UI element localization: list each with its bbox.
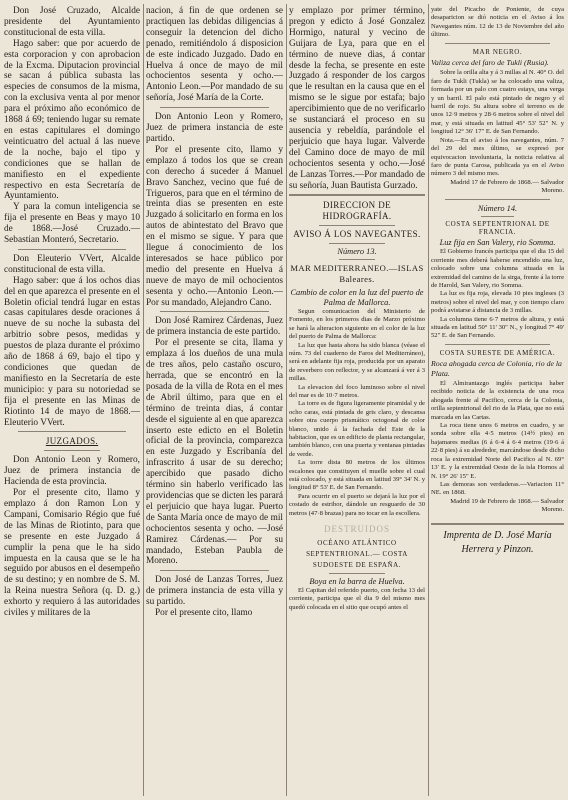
- region-heading-atlantico: OCÉANO ATLÁNTICO SEPTENTRIONAL.— COSTA SUDOESTE DE ESPAÑA.: [306, 539, 408, 569]
- aviso-number: Número 13.: [337, 247, 377, 257]
- column-4: [431, 6, 564, 796]
- aviso-text: La luz es fija roja, elevada 10 pies ingleses (3 metros) sobre el nivel del mar, y con tiempo claro podrá avistarse á distancia de 3 millas.: [431, 290, 564, 315]
- divider: [445, 43, 550, 44]
- divider: [160, 107, 269, 108]
- aviso-text: El Almirantazgo inglés participa haber recibido noticia de la existencia de una roca ahogada frente al Pacifico, cerca de la Colonia, orilla septentrional del rio de la Plata, que no está marcada en las Cartas.: [431, 380, 564, 421]
- notice-title-vvert: Don Eleuterio VVert, Alcalde constitucional de esta villa.: [4, 253, 140, 275]
- aviso-text: La luz que hasta ahora ha sido blanca (véase el núm. 73 del cuaderno de Faros del Mediterráneo), será en adelante fija roja, producida por un aparato de reverbero con reflector, y se alcanzará á ver á 3 millas.: [289, 341, 425, 383]
- divider: [339, 259, 375, 260]
- divider: [445, 199, 550, 200]
- notice-title-ramirez: Don José Ramirez Cárdenas, Juez de primera instancia de este partido.: [146, 316, 283, 338]
- notice-body-vvert: Hago saber: que á los ochos dias del en que aparezca el presente en el Boletin oficial tendrá lugar en estas casas capitulares desde oraciones á nueve de su noche la subasta del arbitrio sobre pesos, medidas y puestos de plaza durante el próximo año de 1868 á 69, bajo el tipo y condiciones que quedan de manifiesto en la Secretaría de este municipio: y para su notoriedad se fija el presente en las Minas de Riotinto 14 de mayo de 1868.—Eleuterio VVert.: [4, 275, 140, 428]
- aviso-text: La columna tiene 6·7 metros de altura, y está situada en latitud 50° 11' 30" N., y longitud 7° 49' 52" E. de San Fernando.: [431, 315, 564, 340]
- divider: [44, 450, 100, 451]
- aviso-number: Número 14.: [477, 203, 518, 213]
- divider: [18, 431, 126, 432]
- column-1: [4, 6, 140, 796]
- notice-body-lanzas-start: Por el presente cito, llamo: [155, 608, 253, 619]
- notice-title-leon: Don Antonio Leon y Romero, Juez de primera instancia de Hacienda de esta provincia.: [4, 455, 140, 488]
- divider: [289, 194, 425, 196]
- divider: [18, 249, 126, 250]
- region-heading-francia: COSTA SEPTENTRIONAL DE FRANCIA.: [445, 219, 550, 236]
- aviso-text: Para ocurrir en el puerto se dejará la luz por el costado de estribor, dándole un resguardo de 30 metros (47·8 brazas) para no tocar en la escollera.: [289, 492, 425, 517]
- divider: [431, 523, 564, 525]
- notice-body-cruzado: Hago saber: que por acuerdo de esta corporacion y con aprobacion de la Excma. Diputacion provincial se sacan á pública subasta las especies de consumos de la misma, con la exclusiva venta al por menor para el próximo año económico de 1868 á 69; teniendo lugar su remate en estas capitulares el domingo veinticuatro del actual á las nueve de la noche, bajo el tipo y condiciones que se hallan de manifiesto en el expediente respectivo en esta Secretaría de Ayuntamiento.: [4, 38, 140, 202]
- printer-imprint-line-1: Imprenta de D. José María: [443, 529, 552, 541]
- aviso-text: Nota.—En el aviso á los navegantes, núm. 7 del 29 del mes último, se expresó por equivocacion involuntaria, la noticia relativa al faro de punta Carosa, publicada ya en el Aviso número 3 del mismo mes.: [431, 136, 564, 178]
- notice-continuation: nacion, á fin de que ordenen se practiquen las debidas diligencias á conseguir la detencion del dicho penado, remitiéndolo á disposicion de este indicado Juzgado. Dado en Huelva á once de mayo de mil ochocientos sesenta y ocho.—Antonio Leon.—Por mandado de su señoría, José María de la Corte.: [146, 6, 283, 104]
- section-heading-juzgados: JUZGADOS.: [45, 436, 99, 447]
- notice-body-bravo: Por el presente cito, llamo y emplazo á todos los que se crean con derecho á suceder á Manuel Bravo Sanchez, vecino que fué de Trigueros, para que en el término de treinta dias se presenten en este Juzgado á solicitarlo en forma en los autos de abintestato del Bravo que en el mismo se sigue. Y para que llegue á conocimiento de los interesados se hace público por medio del presente en Huelva á nueve de mayo de mil ochocientos sesenta y ocho.—Antonio Leon.—Por su mandado, Alejandro Cano.: [146, 144, 283, 308]
- aviso-subject-huelva: Boya en la barra de Huelva.: [309, 576, 405, 586]
- notice-title-cruzado: Don José Cruzado, Alcalde presidente del Ayuntamiento constitucional de esta villa.: [4, 6, 140, 38]
- aviso-text: La roca tiene unos 6 metros en cuadro, y se sonda sobre ella 4·5 metros (14½ pies) en bajamares medias (6 á 6·4 á 6·4 metros (19·6 á 22·8 pies) á su alrededor, marcándose desde dicho roca la extremidad Norte del Pacifico al N. 69° 13' E. y la extremidad Oeste de la isla Hornos al N. 19° 26' 15" E.: [431, 422, 564, 480]
- aviso-text: El Gobierno francés participa que el dia 15 del corriente mes deberá haberse encendido una luz, colocado sobre una columna situada en la extremidad del camino de la sirga, frente á la torre de Harold, San Valery, rio Somma.: [431, 248, 564, 289]
- aviso-text: La elevacion del foco luminoso sobre el nivel del mar es de 10·7 metros.: [289, 383, 425, 399]
- faded-stamp-mark: [312, 521, 402, 535]
- notice-body-gonzalez: y emplazo por primer término, pregon y edicto á José Gonzalez Hormigo, natural y vecino de Guijara de Lya, para que en el término de nueve dias, á contar desde la fecha, se presente en este Juzgado á responder de los cargos que le resultan en la causa que en el mismo se le sigue por estafa; bajo apercibimiento que de no verificarlo se sustanciará el proceso en su ausencia y rebeldía, parándole el perjuicio que haya lugar. Valverde del Camino doce de mayo de mil ochocientos sesenta y ocho.—José de Lanzas Torres.—Por mandado de su señoría, Juan Bautista Gurzado.: [289, 6, 425, 191]
- aviso-text: La torre dista 80 metros de los últimos escalones que constituyen el muelle sobre el cual está colocado, y está situada en latitud 39° 34' N. y longitud 8° 53' E. de San Fernando.: [289, 459, 425, 492]
- stamp-text: DESTRUIDOS: [323, 524, 391, 535]
- aviso-signature: Madrid 19 de Febrero de 1868.— Salvador Moreno.: [450, 497, 564, 514]
- aviso-text: Las demoras son verdaderas.—Variacion 11° NE. en 1868.: [431, 480, 564, 497]
- column-rule: [286, 4, 287, 796]
- aviso-text: La torre es de figura ligeramente piramidal y de ocho caras, está pintada de gris claro, y descansa sobre otra cuerpo prismático octogonal de color blanco, unido á la fachada del Este de la habitacion, que es un edificio de planta rectangular, también blanco, con una puerta y ventanas pintadas de verde.: [289, 400, 425, 458]
- aviso-text: yate del Picacho de Poniente, de cuya desaparicion se dió noticia en el Aviso á los Navegantes núm. 12 de 13 de Noviembre del año último.: [431, 6, 564, 39]
- region-heading-america: COSTA SURESTE DE AMÉRICA.: [439, 348, 556, 357]
- column-rule: [428, 4, 429, 796]
- aviso-text: Sobre la orilla alta y á 3 millas al N. 40° O. del faro de Tukli (Tukla) se ha colocado una valiza, formada por un palo con cuatro estays, una verga y un barril. El palo está pintado de negro y el barril de rojo. Su altura sobre el terreno es de unos 12·9 metros y 28·6 metros sobre el nivel del mar, y está situada en latitud 45° 53' 52" N. y longitud 12° 36' 17" E. de San Fernando.: [431, 69, 564, 136]
- notice-title-leon-2: Don Antonio Leon y Romero, Juez de primera instancia de este partido.: [146, 112, 283, 144]
- aviso-subject-san-valery: Luz fija en San Valery, rio Somma.: [439, 238, 556, 248]
- aviso-subject-colonia: Roca ahogada cerca de Colonia, rio de la Plata.: [431, 359, 562, 378]
- divider: [160, 570, 269, 571]
- region-heading-mar-negro: MAR NEGRO.: [472, 47, 523, 56]
- aviso-text: Segun comunicacion del Ministerio de Fomento, en los primeros dias de Marzo próximo se hará la alteracion siguiente en el color de la luz del puerto de Palma de Mallorca:: [289, 307, 425, 341]
- divider: [319, 225, 395, 226]
- divider: [445, 344, 550, 345]
- region-heading-mediterraneo: MAR MEDITERRANEO.—ISLAS Baleares.: [290, 263, 424, 285]
- divider: [481, 216, 514, 217]
- aviso-subject-palma: Cambio de color en la luz del puerto de Palma de Mallorca.: [290, 287, 424, 307]
- column-rule: [143, 4, 144, 796]
- section-heading-hidrografia: DIRECCION DE HIDROGRAFÍA.: [322, 200, 392, 222]
- notice-closing-cruzado: Y para la comun inteligencia se fija el presente en Beas y mayo 10 de 1868.—José Cruzado.—Sebastian Monteró, Secretario.: [4, 202, 140, 246]
- divider: [329, 573, 385, 574]
- notice-title-lanzas: Don José de Lanzas Torres, Juez de primera instancia de esta villa y su partido.: [146, 575, 283, 608]
- divider: [160, 311, 269, 312]
- notice-body-mula: Por el presente se cita, llama y emplaza á los dueños de una mula de tres años, pelo castaño oscuro, herrada, que se encontró en la posada de la villa de Rota en el mes de Abril último, para que en el término de treinta dias, á contar desde el siguiente al en que aparezca inserto este edicto en el Boletin oficial de la provincia, comparezca en este Juzgado y Escribanía del infrascrito á usar de su derecho; apercibido que pasado dicho término sin haberlo verificado las providencias que se dicten les parará el perjuicio que haya lugar. Puerto de Santa María once de mayo de mil ochocientos sesenta y ocho. —José Ramirez Cárdenas.— Por su mandado, Esteban Paubla de Moreno.: [146, 338, 283, 567]
- section-heading-aviso: AVISO Á LOS NAVEGANTES.: [293, 229, 421, 240]
- column-2: [146, 6, 283, 796]
- aviso-subject-tukli: Valiza cerca del faro de Tukli (Rusia).: [431, 58, 549, 68]
- printer-imprint-line-2: Herrera y Pinzon.: [461, 543, 534, 555]
- aviso-signature: Madrid 17 de Febrero de 1868.— Salvador Moreno.: [450, 178, 564, 195]
- notice-body-leon: Por el presente cito, llamo y emplazo á don Ramon Lon y Campani, Comisario Régio que fué de las Minas de Riotinto, para que se presente en este Juzgado á cumplir la pena que le ha sido impuesta en la causa que se le ha seguido por abusos en el desempeño de su destino; y en nombre de S. M. la Reina nuestra Señora (q. D. g.) exhorto y requiero á las autoridades civiles y militares de la: [4, 488, 140, 619]
- column-3: [289, 6, 425, 796]
- divider: [329, 243, 385, 244]
- aviso-text: El Capitan del referido puerto, con fecha 13 del corriente, participa que el dia 9 del mismo mes quedó colocada en el sitio que ocupó antes el: [289, 586, 425, 611]
